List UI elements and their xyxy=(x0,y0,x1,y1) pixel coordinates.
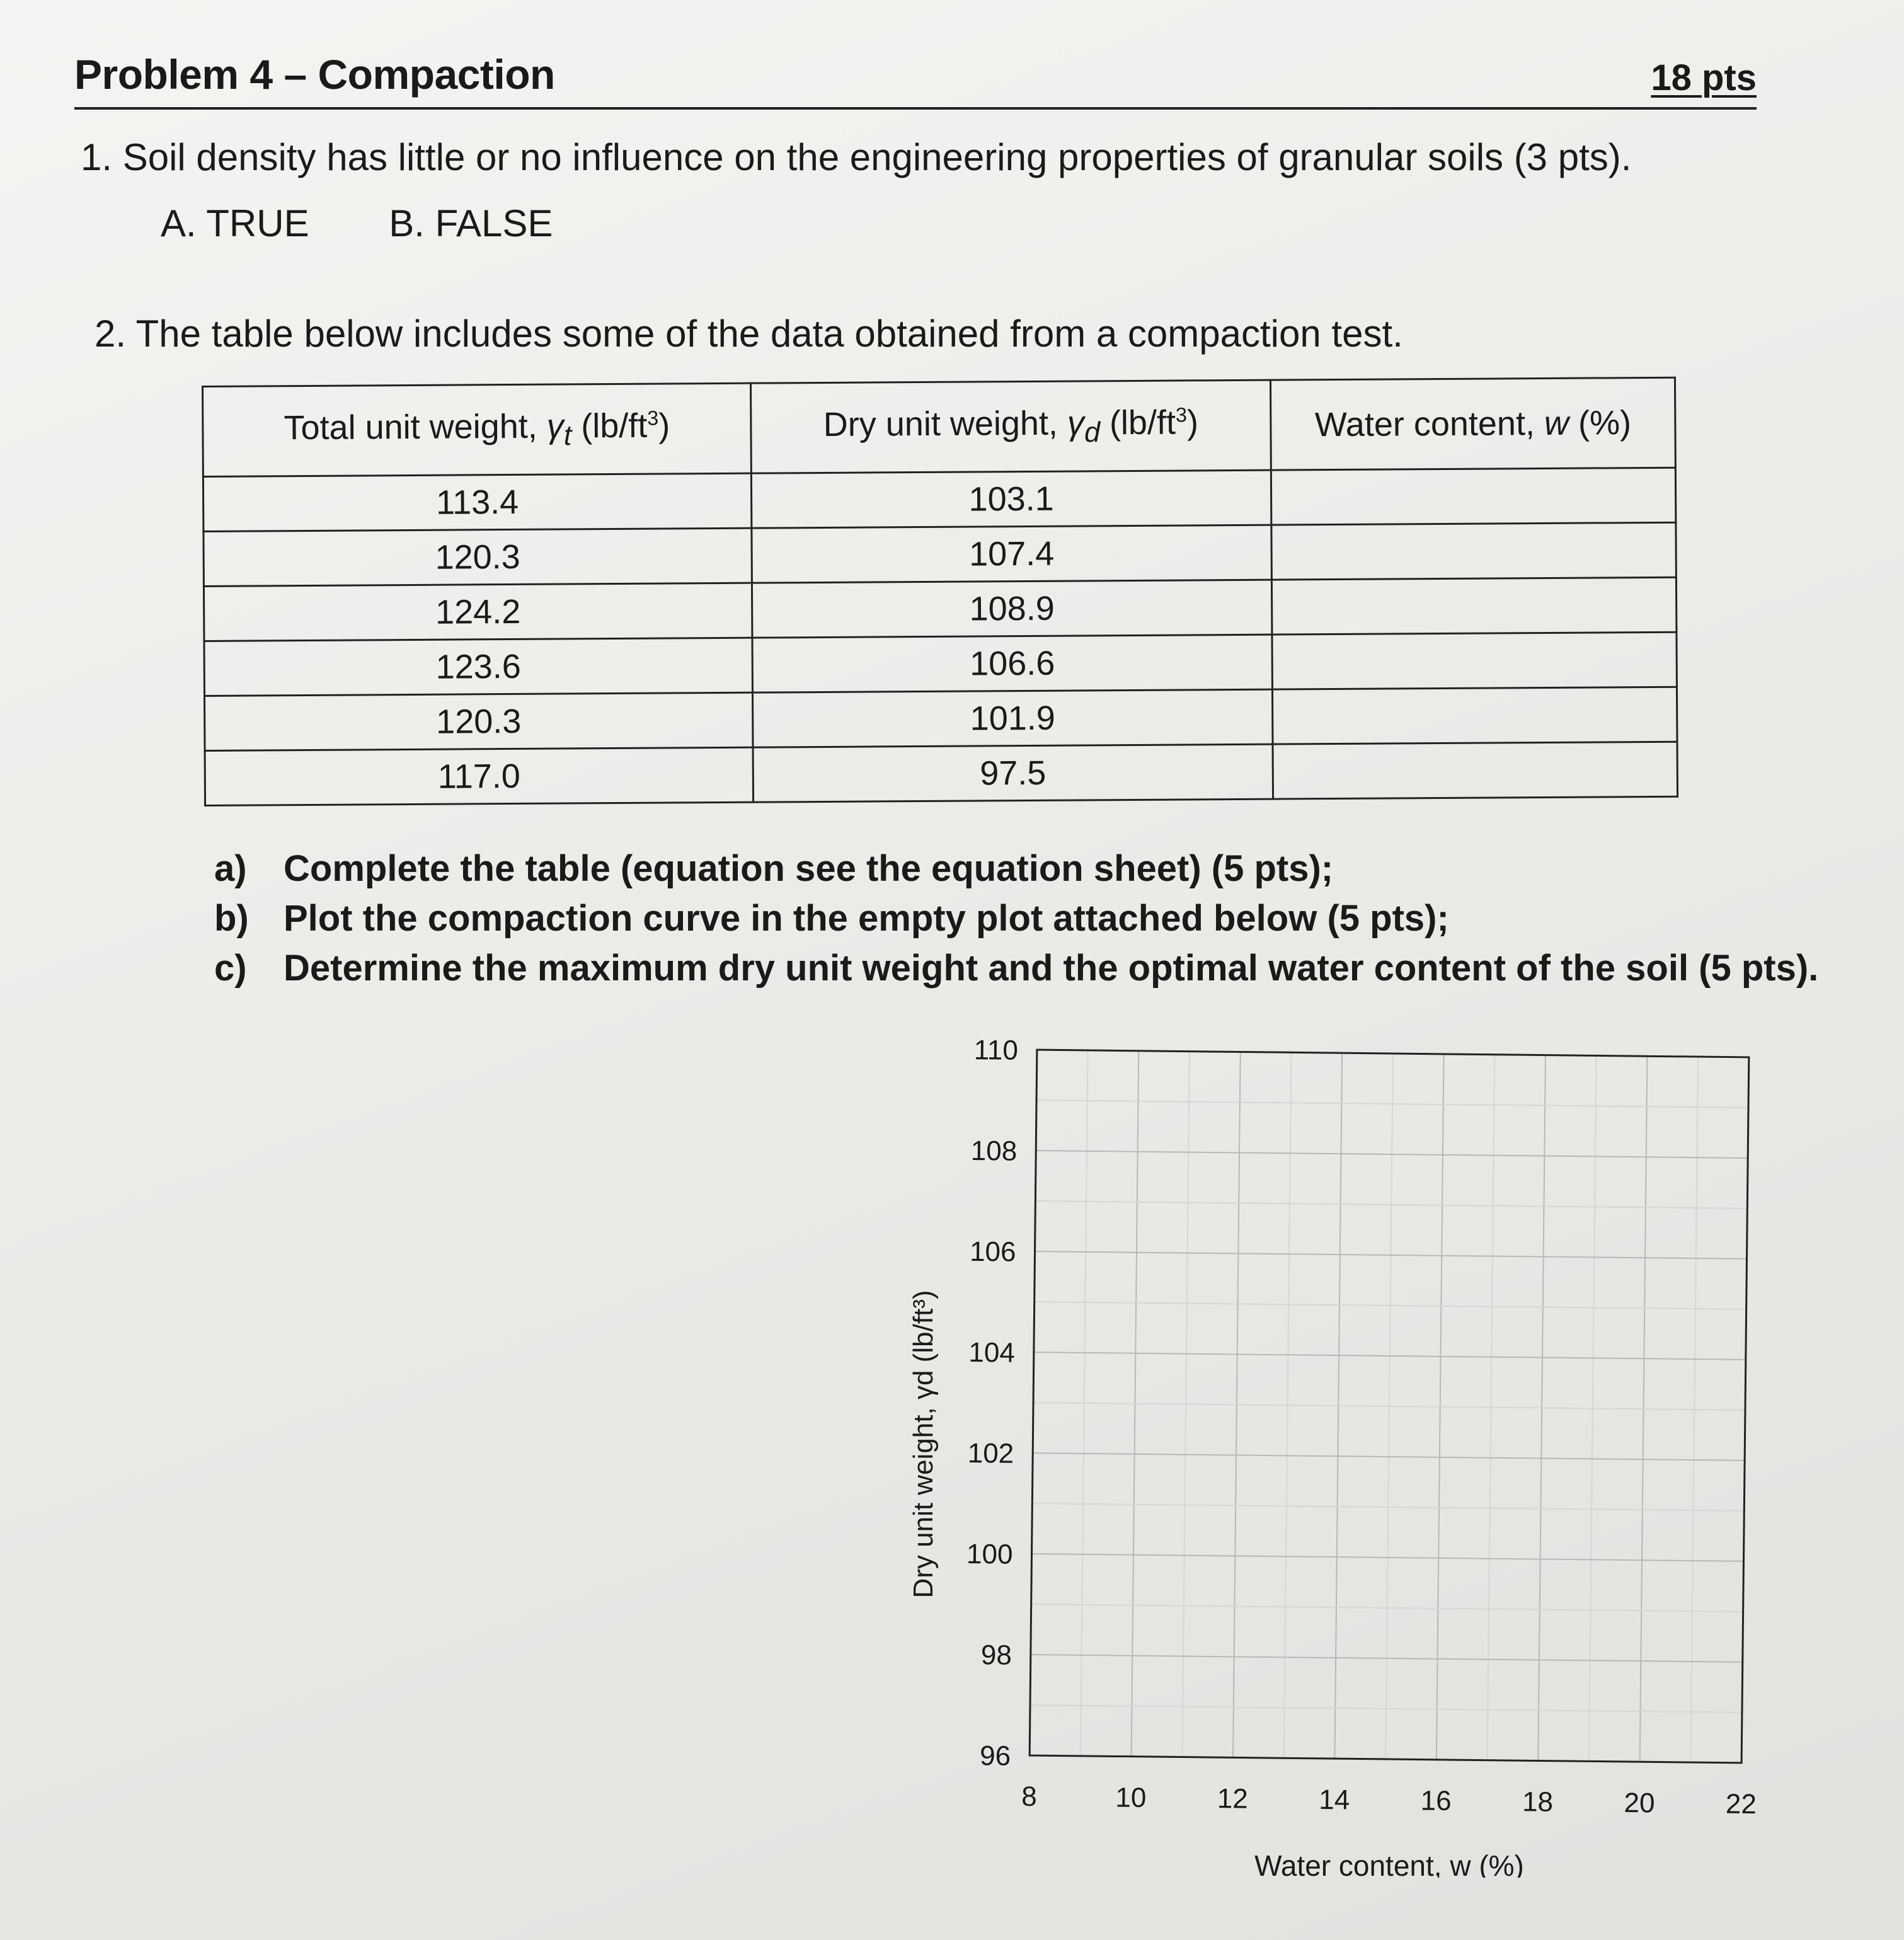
y-tick-label: 98 xyxy=(980,1639,1012,1671)
problem-title: Problem 4 – Compaction xyxy=(74,51,555,98)
water-content-cell[interactable] xyxy=(1271,577,1677,634)
part-text: Determine the maximum dry unit weight and the optimal water content of the soil (5 pts). xyxy=(284,948,1819,989)
total-unit-weight-cell: 124.2 xyxy=(204,583,752,641)
part-a xyxy=(214,847,1818,890)
compaction-table xyxy=(202,377,1678,806)
x-tick-label: 8 xyxy=(1021,1781,1037,1813)
y-axis-label: Dry unit weight, γd (lb/ft³) xyxy=(908,1290,939,1598)
question-2: 2. The table below includes some of the data obtained from a compaction test. xyxy=(95,313,1403,355)
total-unit-weight-cell: 123.6 xyxy=(204,638,753,696)
total-unit-weight-cell: 117.0 xyxy=(205,747,754,805)
header-total-unit-weight: Total unit weight, $\gamma_t$ $(lb/ft^3)$ xyxy=(203,383,752,476)
dry-unit-weight-cell: 103.1 xyxy=(751,470,1271,528)
water-content-cell[interactable] xyxy=(1271,468,1676,525)
header xyxy=(74,44,1757,110)
y-tick-label: 108 xyxy=(970,1135,1018,1167)
choice-false[interactable]: B. FALSE xyxy=(389,202,553,244)
x-tick-label: 22 xyxy=(1725,1788,1757,1820)
table-row xyxy=(203,468,1675,531)
choice-true[interactable]: A. TRUE xyxy=(161,202,309,244)
y-tick-label: 110 xyxy=(973,1040,1019,1066)
x-tick-label: 20 xyxy=(1624,1787,1655,1819)
question-2-parts xyxy=(214,847,1818,997)
table-header-row xyxy=(203,377,1676,476)
total-unit-weight-cell: 120.3 xyxy=(204,528,752,586)
y-tick-label: 104 xyxy=(968,1337,1016,1369)
dry-unit-weight-cell: 97.5 xyxy=(753,744,1273,802)
compaction-chart-svg[interactable] xyxy=(888,1040,1821,1878)
table-row xyxy=(204,632,1677,696)
x-tick-label: 18 xyxy=(1522,1786,1554,1818)
x-tick-label: 16 xyxy=(1420,1785,1452,1817)
x-axis-label: Water content, w (%) xyxy=(1254,1849,1524,1878)
dry-unit-weight-cell: 108.9 xyxy=(752,580,1272,638)
problem-points: 18 pts xyxy=(1651,57,1757,98)
dry-unit-weight-cell: 107.4 xyxy=(752,525,1272,583)
x-tick-label: 14 xyxy=(1319,1784,1350,1816)
y-tick-label: 102 xyxy=(967,1437,1014,1469)
y-tick-label: 100 xyxy=(966,1538,1013,1570)
question-1: 1. Soil density has little or no influence on the engineering properties of granular soils (3 pts). xyxy=(81,136,1632,178)
header-water-content: Water content, w (%) xyxy=(1270,377,1675,470)
dry-unit-weight-cell: 106.6 xyxy=(752,634,1273,692)
part-b xyxy=(214,897,1818,939)
part-text: Plot the compaction curve in the empty plot attached below (5 pts); xyxy=(284,898,1449,939)
part-letter: b) xyxy=(214,898,249,939)
part-letter: a) xyxy=(214,848,247,889)
table-row xyxy=(204,577,1676,641)
part-text: Complete the table (equation see the equation sheet) (5 pts); xyxy=(284,848,1334,889)
y-tick-label: 106 xyxy=(969,1236,1016,1268)
water-content-cell[interactable] xyxy=(1271,522,1677,580)
y-tick-label: 96 xyxy=(979,1740,1011,1772)
x-tick-label: 10 xyxy=(1115,1782,1147,1813)
water-content-cell[interactable] xyxy=(1273,742,1678,799)
dry-unit-weight-cell: 101.9 xyxy=(752,689,1273,747)
x-tick-label: 12 xyxy=(1217,1783,1249,1815)
part-letter: c) xyxy=(214,948,247,989)
question-1-choices xyxy=(161,202,622,245)
table-row xyxy=(205,687,1677,750)
total-unit-weight-cell: 113.4 xyxy=(203,473,752,531)
water-content-cell[interactable] xyxy=(1272,687,1677,744)
water-content-cell[interactable] xyxy=(1272,632,1677,689)
header-dry-unit-weight: Dry unit weight, $\gamma_d$ $(lb/ft^3)$ xyxy=(750,380,1271,473)
compaction-chart xyxy=(888,1040,1821,1881)
table-row xyxy=(204,522,1676,586)
plot-area xyxy=(964,1040,1765,1820)
table-row xyxy=(205,742,1677,805)
part-c xyxy=(214,947,1818,989)
total-unit-weight-cell: 120.3 xyxy=(205,692,754,750)
